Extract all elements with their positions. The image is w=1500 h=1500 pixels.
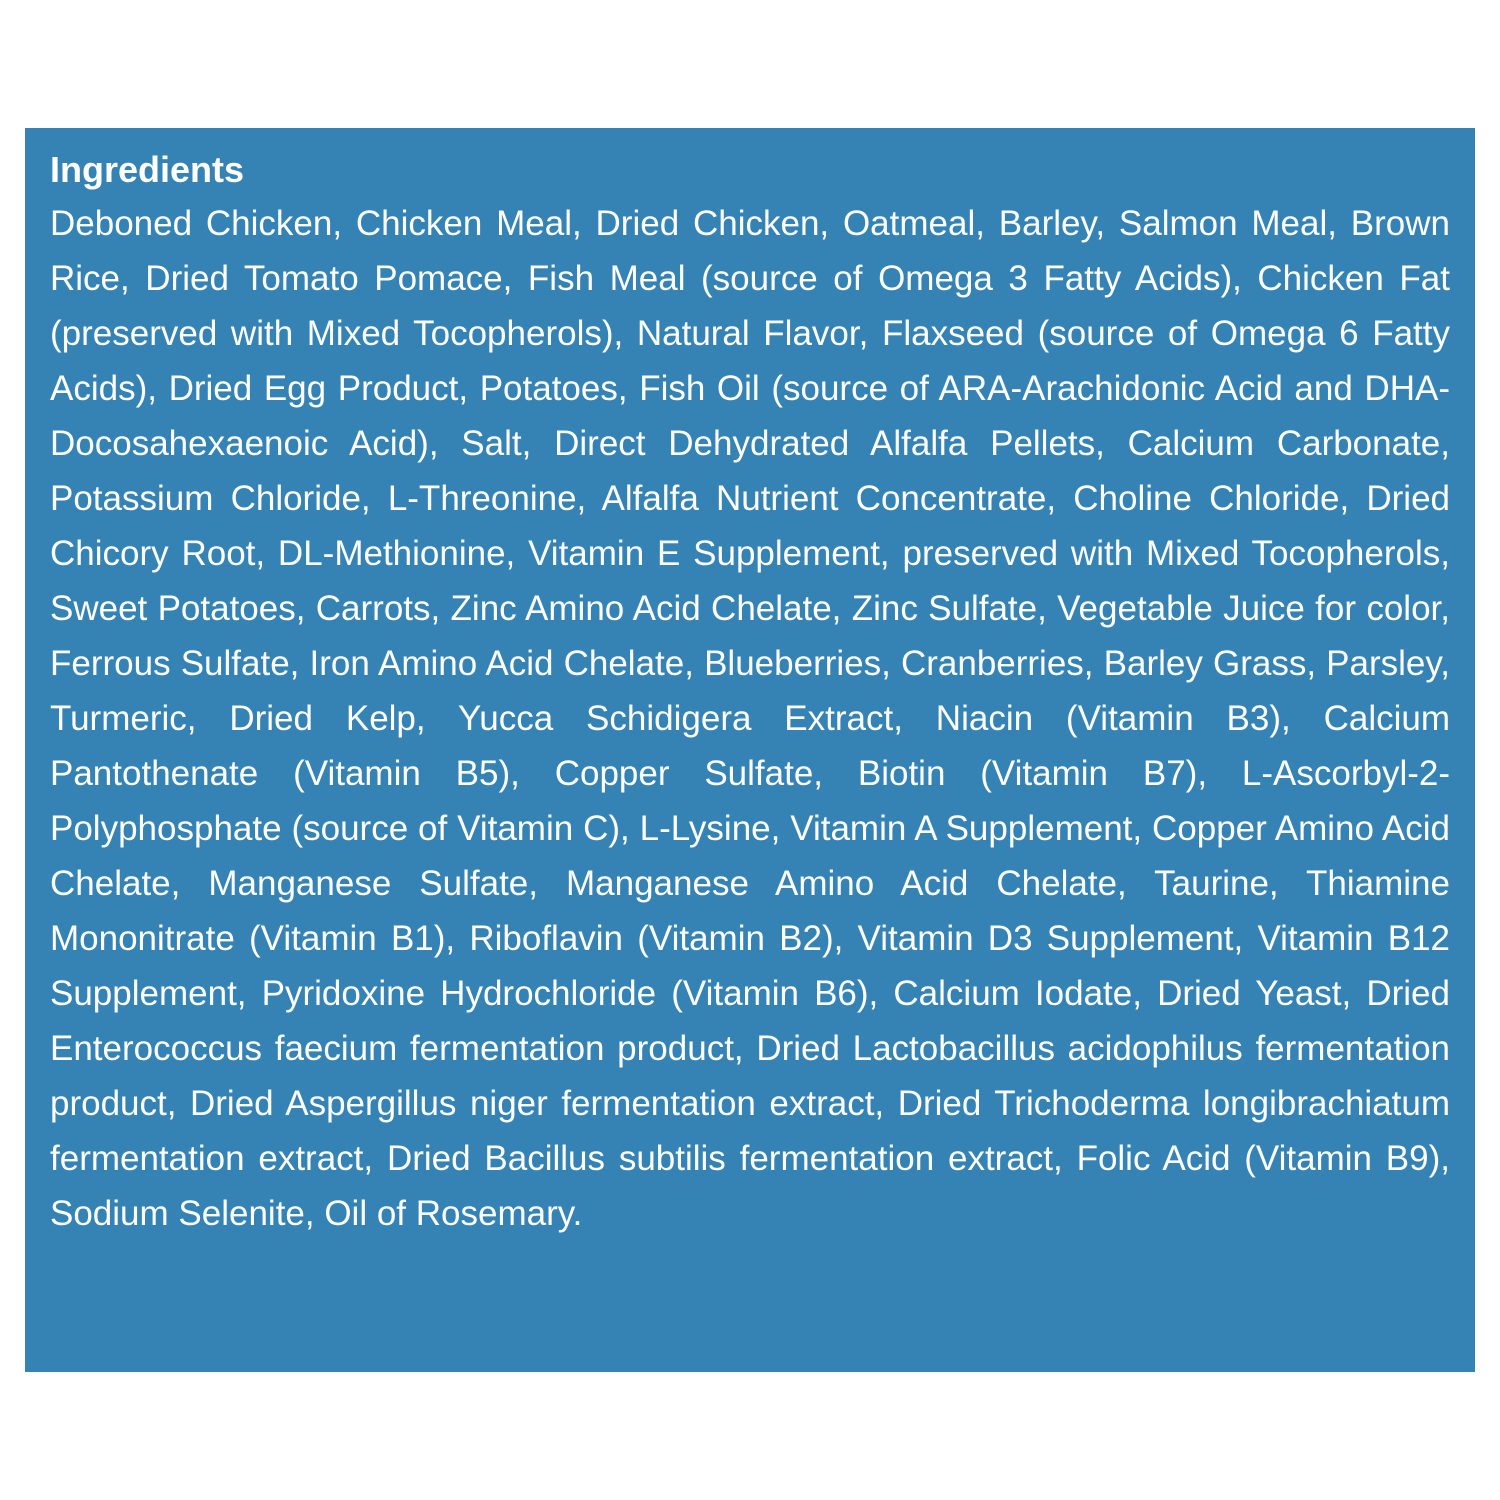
ingredients-list-text: Deboned Chicken, Chicken Meal, Dried Chicken, Oatmeal, Barley, Salmon Meal, Brown Rice, Dried Tomato Pomace, Fish Meal (source of Omega 3 Fatty Acids), Chicken Fat (preserved with Mixed Tocopherols), Natural Flavor, Flaxseed (source of Omega 6 Fatty Acids), Dried Egg Product, Potatoes, Fish Oil (source of ARA-Arachidonic Acid and DHA-Docosahexaenoic Acid), Salt, Direct Dehydrated Alfalfa Pellets, Calcium Carbonate, Potassium Chloride, L-Threonine, Alfalfa Nutrient Concentrate, Choline Chloride, Dried Chicory Root, DL-Methionine, Vitamin E Supplement, preserved with Mixed Tocopherols, Sweet Potatoes, Carrots, Zinc Amino Acid Chelate, Zinc Sulfate, Vegetable Juice for color, Ferrous Sulfate, Iron Amino Acid Chelate, Blueberries, Cranberries, Barley Grass, Parsley, Turmeric, Dried Kelp, Yucca Schidigera Extract, Niacin (Vitamin B3), Calcium Pantothenate (Vitamin B5), Copper Sulfate, Biotin (Vitamin B7), L-Ascorbyl-2-Polyphosphate (source of Vitamin C), L-Lysine, Vitamin A Supplement, Copper Amino Acid Chelate, Manganese Sulfate, Manganese Amino Acid Chelate, Taurine, Thiamine Mononitrate (Vitamin B1), Riboflavin (Vitamin B2), Vitamin D3 Supplement, Vitamin B12 Supplement, Pyridoxine Hydrochloride (Vitamin B6), Calcium Iodate, Dried Yeast, Dried Enterococcus faecium fermentation product, Dried Lactobacillus acidophilus fermentation product, Dried Aspergillus niger fermentation extract, Dried Trichoderma longibrachiatum fermentation extract, Dried Bacillus subtilis fermentation extract, Folic Acid (Vitamin B9), Sodium Selenite, Oil of Rosemary. <box>50 204 1450 1233</box>
ingredients-panel <box>25 128 1475 1372</box>
ingredients-title: Ingredients <box>50 149 245 190</box>
